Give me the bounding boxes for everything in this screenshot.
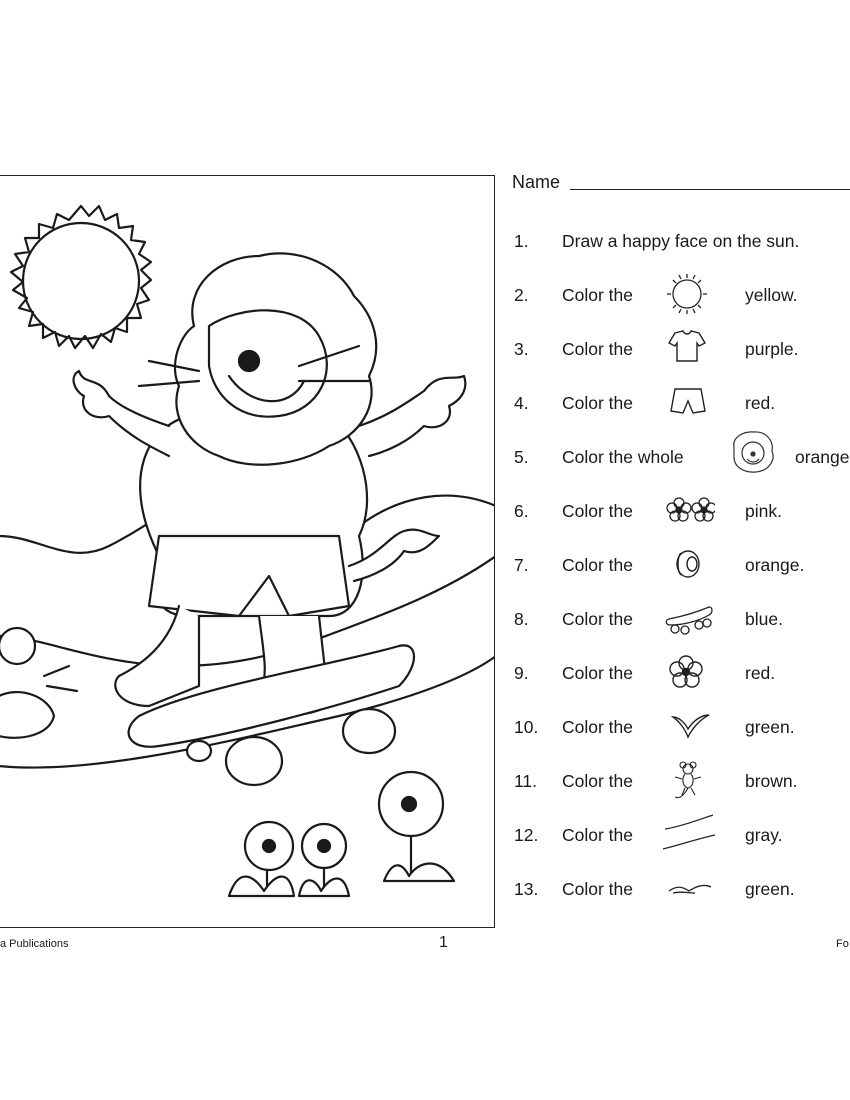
task-number: 9. [514,663,529,683]
task-text: Color the [562,285,634,305]
task-color: red. [745,393,776,413]
task-color: yellow. [745,285,798,305]
task-color: brown. [745,771,798,791]
leaves-icon [655,701,715,751]
task-12 [0,825,850,879]
task-text: Color the [562,609,634,629]
task-number: 2. [514,285,529,305]
flower-icon [655,647,715,697]
task-6 [0,501,850,555]
lion-head-icon [722,425,782,475]
footer-right-text: Fo [836,938,849,950]
task-number: 12. [514,825,539,845]
task-number: 13. [514,879,539,899]
task-color: gray. [745,825,783,845]
task-text: Color the [562,825,634,845]
task-9 [0,663,850,717]
shirt-icon [655,323,715,373]
task-number: 6. [514,501,529,521]
task-text: Color the [562,501,634,521]
page-number: 1 [439,934,448,951]
task-color: blue. [745,609,783,629]
name-label: Name [512,172,561,192]
task-text: Color the [562,771,634,791]
task-text: Color the [562,879,634,899]
task-number: 7. [514,555,529,575]
task-3 [0,339,850,393]
task-text: Color the [562,393,634,413]
skateboard-icon [655,593,715,643]
task-10 [0,717,850,771]
two-flowers-icon [655,485,715,535]
task-number: 5. [514,447,529,467]
task-13 [0,879,850,933]
task-number: 1. [514,231,529,251]
task-8 [0,609,850,663]
task-7 [0,555,850,609]
grass-icon [655,863,715,913]
task-text: Color the whole [562,447,684,467]
mouse-icon [655,755,715,805]
task-text: Color the [562,663,634,683]
shorts-icon [655,377,715,427]
task-number: 4. [514,393,529,413]
task-text: Color the [562,339,634,359]
task-number: 8. [514,609,529,629]
task-1 [0,231,850,285]
task-color: purple. [745,339,799,359]
task-color: pink. [745,501,782,521]
task-color: green. [745,717,795,737]
sun-icon [655,269,715,319]
task-text: Color the [562,555,634,575]
task-5 [0,447,850,501]
footer-publisher: a Publications [0,938,69,950]
wheel-icon [655,539,715,589]
road-icon [655,809,715,859]
task-color: orange. [745,555,805,575]
task-2 [0,285,850,339]
name-write-line[interactable] [570,189,850,190]
task-number: 11. [514,771,538,791]
task-color: orange [795,447,850,467]
task-number: 10. [514,717,539,737]
task-11 [0,771,850,825]
task-text: Color the [562,717,634,737]
task-text: Draw a happy face on the sun. [562,231,800,251]
task-color: red. [745,663,776,683]
task-number: 3. [514,339,529,359]
task-color: green. [745,879,795,899]
